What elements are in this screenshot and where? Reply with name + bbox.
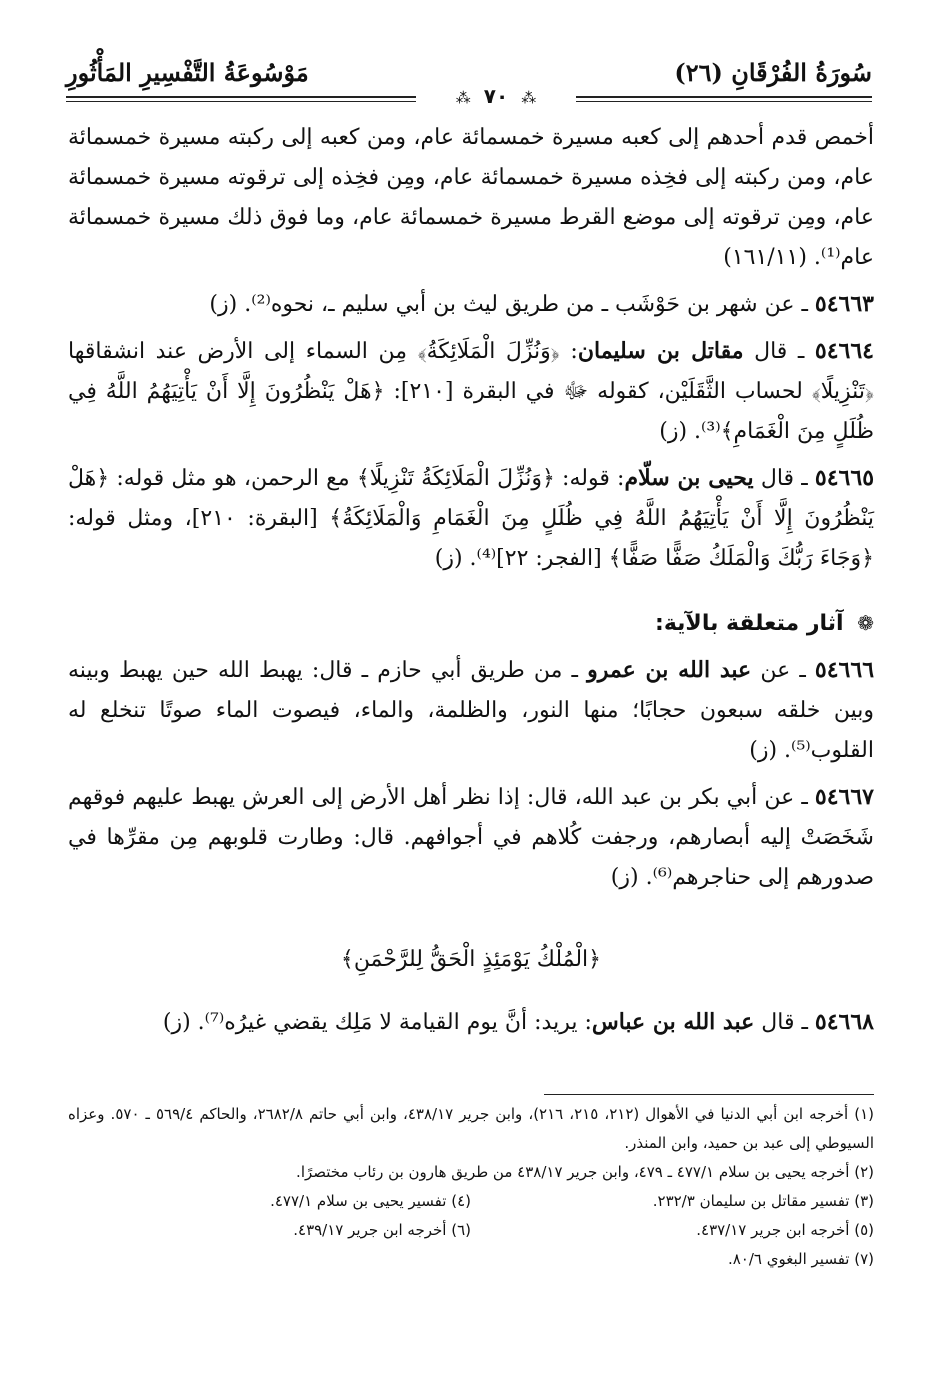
- header-rule-left: [66, 96, 416, 98]
- narration-text: ـ عن شهر بن حَوْشَب ـ من طريق ليث بن أبي سليم ـ، نحوه⁽²⁾. (ز): [209, 292, 808, 317]
- narration-54663: [68, 284, 874, 325]
- narration-54666: [68, 650, 874, 771]
- footnote-6: (٦) أخرجه ابن جرير ٤٣٩/١٧.: [293, 1221, 471, 1239]
- flower-icon: ❁: [857, 611, 874, 635]
- running-title-book: مَوْسُوعَةُ التَّفْسِيرِ المَأْثُورِ: [66, 58, 309, 87]
- section-title: آثار متعلقة بالآية:: [655, 611, 844, 636]
- narrator-name: يحيى بن سلّام: [624, 465, 754, 491]
- narration-prefix: ـ قال: [760, 466, 808, 491]
- section-heading: [68, 603, 874, 644]
- ornament-icon: ⁂: [455, 89, 471, 107]
- narrator-name: عبد الله بن عباس: [591, 1009, 755, 1035]
- narration-prefix: ـ قال: [754, 339, 805, 364]
- narration-prefix: ـ عن: [760, 658, 806, 683]
- footnote-5: (٥) أخرجه ابن جرير ٤٣٧/١٧.: [696, 1221, 874, 1239]
- footnote-2: (٢) أخرجه يحيى بن سلام ٤٧٧/١ ـ ٤٧٩، وابن جرير ٤٣٨/١٧ من طريق هارون بن رئاب مختصرًا.: [296, 1163, 874, 1181]
- footnotes: [68, 1100, 874, 1274]
- footnote-rule: [544, 1094, 874, 1095]
- page-number-box: [416, 84, 576, 108]
- ornament-icon: ⁂: [521, 89, 537, 107]
- main-text: [68, 118, 874, 1049]
- narration-number: ٥٤٦٦٦: [814, 657, 875, 683]
- footnote-1: (١) أخرجه ابن أبي الدنيا في الأهوال (٢١٢، ٢١٥، ٢١٦)، وابن جرير ٤٣٨/١٧، وابن أبي حاتم ٢٦٨٢/٨، والحاكم ٥٦٩/٤ ـ ٥٧٠. وعزاه السيوطي إلى عبد بن حميد، وابن المنذر.: [68, 1105, 875, 1152]
- header-rule-right-thin: [576, 101, 872, 102]
- page-number: ٧٠: [476, 84, 516, 108]
- narration-54667: [68, 777, 874, 898]
- narration-number: ٥٤٦٦٧: [814, 784, 874, 810]
- narration-54665: [68, 458, 874, 579]
- narration-text: : قوله: ﴿وَنُزِّلَ الْمَلَائِكَةُ تَنْزِيلًا﴾ مع الرحمن، هو مثل قوله: ﴿هَلْ يَنْظُرُونَ إِلَّا أَنْ يَأْتِيَهُمُ اللَّهُ فِي ظُلَلٍ مِنَ الْغَمَامِ وَالْمَلَائِكَةُ﴾ [البقرة: ٢١٠]، ومثل قوله: ﴿وَجَاءَ رَبُّكَ وَالْمَلَكُ صَفًّا صَفًّا﴾ [الفجر: ٢٢]⁽⁴⁾. (ز): [68, 466, 875, 571]
- paragraph-continued: أخمص قدم أحدهم إلى كعبه مسيرة خمسمائة عام، ومن كعبه إلى ركبته مسيرة خمسمائة عام، ومن ركبته إلى فخِذه مسيرة خمسمائة عام، ومِن فخِذه إلى ترقوته مسيرة خمسمائة عام، ومِن ترقوته إلى موضع القرط مسيرة خمسمائة عام، وما فوق ذلك مسيرة خمسمائة عام⁽¹⁾. (١٦١/١١): [68, 125, 874, 270]
- narration-text: : ﴿وَنُزِّلَ الْمَلَائِكَةُ﴾ مِن السماء إلى الأرض عند انشقاقها ﴿تَنْزِيلًا﴾ لحساب الثَّقَلَيْن، كقوله ﷻ في البقرة [٢١٠]: ﴿هَلْ يَنْظُرُونَ إِلَّا أَنْ يَأْتِيَهُمُ اللَّهُ فِي ظُلَلٍ مِنَ الْغَمَامِ﴾⁽³⁾. (ز): [68, 339, 874, 444]
- narrator-name: مقاتل بن سليمان: [577, 338, 744, 364]
- footnote-row: [68, 1216, 874, 1245]
- footnote-4: (٤) تفسير يحيى بن سلام ٤٧٧/١.: [270, 1192, 471, 1210]
- narration-number: ٥٤٦٦٣: [814, 291, 874, 317]
- verse-heading: ﴿الْمُلْكُ يَوْمَئِذٍ الْحَقُّ لِلرَّحْمَنِ﴾: [340, 947, 602, 972]
- narration-prefix: ـ قال: [761, 1010, 808, 1035]
- running-title-surah: سُورَةُ الفُرْقَانِ (٢٦): [674, 58, 872, 87]
- narration-text: ـ عن أبي بكر بن عبد الله، قال: إذا نظر أهل الأرض إلى العرش يهبط عليهم فوقهم شَخَصَتْ إليه أبصارهم، ورجفت كُلاهم في أجوافهم. قال: وطارت قلوبهم مِن مقرِّها في صدورهم إلى حناجرهم⁽⁶⁾. (ز): [68, 785, 874, 890]
- footnote-7: (٧) تفسير البغوي ٨٠/٦.: [727, 1250, 874, 1268]
- narration-text: : يريد: أنَّ يوم القيامة لا مَلِك يقضي غيرُه⁽⁷⁾. (ز): [162, 1010, 592, 1035]
- narration-number: ٥٤٦٦٨: [814, 1009, 874, 1035]
- footnote-row: [68, 1187, 874, 1216]
- header-rule-right: [576, 96, 872, 98]
- narration-text: ـ من طريق أبي حازم ـ قال: يهبط الله حين يهبط وبينه وبين خلقه سبعون حجابًا؛ منها النور، والظلمة، والماء، فيصوت الماء صوتًا تنخلع له القلوب⁽⁵⁾. (ز): [68, 658, 874, 763]
- narration-54664: [68, 331, 874, 452]
- narration-number: ٥٤٦٦٥: [814, 465, 875, 491]
- narration-number: ٥٤٦٦٤: [814, 338, 874, 364]
- footnote-3: (٣) تفسير مقاتل بن سليمان ٢٣٢/٣.: [652, 1192, 874, 1210]
- narrator-name: عبد الله بن عمرو: [587, 657, 752, 683]
- narration-54668: [68, 1002, 874, 1043]
- header-rule-left-thin: [66, 101, 416, 102]
- page-header: [66, 58, 872, 108]
